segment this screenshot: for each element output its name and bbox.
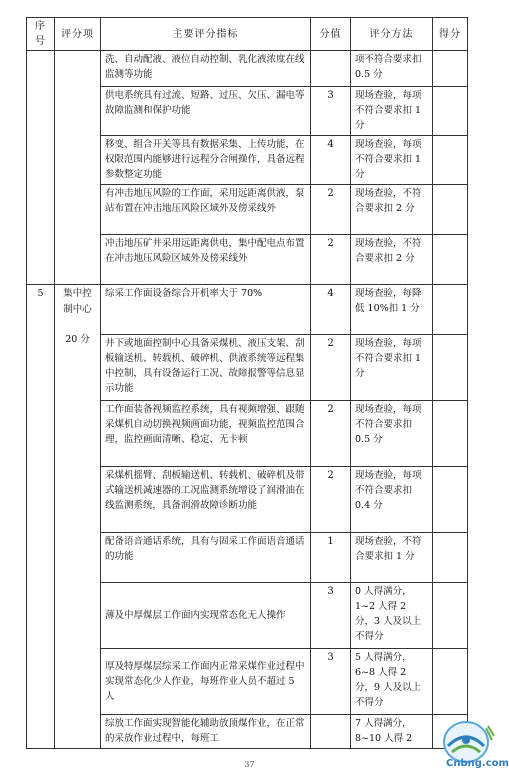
method-cell: 项不符合要求扣 0.5 分 (351, 51, 433, 87)
points-cell (433, 185, 468, 235)
header-score: 分值 (311, 18, 351, 51)
group-item (55, 285, 101, 749)
points-cell (433, 235, 468, 285)
indicator-cell: 有冲击地压风险的工作面，采用远距离供液，泵站布置在冲击地压风险区域外及傍采线外 (101, 185, 311, 235)
score-cell: 3 (311, 583, 351, 649)
page-number: 37 (244, 760, 255, 769)
indicator-cell: 供电系统具有过流、短路、过压、欠压、漏电等故障监测和保护功能 (101, 87, 311, 136)
method-cell: 现场查验，每项不符合要求扣 1 分 (351, 335, 433, 401)
indicator-cell: 采煤机摇臂、刮板输送机、转载机、破碎机及带式输送机减速器的工况监测系统增设了润滑油在线监测系统，具备润滑故障诊断功能 (101, 467, 311, 533)
score-cell: 1 (311, 533, 351, 583)
prev-group-no (27, 51, 55, 285)
watermark-logo-text: Cnbng.com (446, 758, 509, 769)
method-cell: 现场查验，每项不符合要求扣 0.4 分 (351, 467, 433, 533)
method-cell: 7 人得满分，8~10 人得 2 (351, 715, 433, 749)
group-item-label: 集中控制中心 (63, 288, 92, 315)
header-indicator: 主要评分指标 (101, 18, 311, 51)
score-cell (311, 715, 351, 749)
indicator-cell: 冲击地压矿井采用远距离供电，集中配电点布置在冲击地压风险区域外及傍采线外 (101, 235, 311, 285)
indicator-cell: 洗、自动配液、液位自动控制、乳化液浓度在线监测等功能 (101, 51, 311, 87)
score-cell (311, 51, 351, 87)
points-cell (433, 401, 468, 467)
indicator-cell: 配备语音通话系统，具有与固采工作面语音通话的功能 (101, 533, 311, 583)
method-cell: 现场查验，每项不符合要求扣 1 分 (351, 136, 433, 185)
method-cell: 0 人得满分，1~2 人得 2 分，3 人及以上不得分 (351, 583, 433, 649)
table-header-row (27, 18, 468, 51)
header-method: 评分方法 (351, 18, 433, 51)
indicator-cell: 薄及中厚煤层工作面内实现常态化无人操作 (101, 583, 311, 649)
points-cell (433, 467, 468, 533)
score-cell: 4 (311, 136, 351, 185)
method-cell: 现场查验，每项不符合要求扣 0.5 分 (351, 401, 433, 467)
points-cell (433, 136, 468, 185)
header-item: 评分项 (55, 18, 101, 51)
indicator-cell: 综放工作面实现智能化辅助放顶煤作业，在正常的采放作业过程中，每班工 (101, 715, 311, 749)
scoring-table (26, 17, 468, 749)
score-cell: 4 (311, 285, 351, 335)
points-cell (433, 335, 468, 401)
method-cell: 现场查验，每降低 10%扣 1 分 (351, 285, 433, 335)
indicator-cell: 工作面装备视频监控系统，具有视频增强、跟随采煤机自动切换视频画面功能，视频监控范围合理，监控画面清晰、稳定、无卡顿 (101, 401, 311, 467)
score-cell: 2 (311, 401, 351, 467)
indicator-cell: 厚及特厚煤层综采工作面内正常采煤作业过程中实现常态化少人作业，每班作业人员不超过 5 人 (101, 649, 311, 715)
group-no: 5 (27, 285, 55, 749)
method-cell: 现场查验，每项不符合要求扣 1 分 (351, 87, 433, 136)
prev-group-item (55, 51, 101, 285)
indicator-cell: 井下或地面控制中心具备采煤机、液压支架、刮板输送机、转载机、破碎机、供液系统等远程集中控制，具有设备运行工况、故障报警等信息显示功能 (101, 335, 311, 401)
points-cell (433, 51, 468, 87)
header-no: 序号 (27, 18, 55, 51)
score-cell: 2 (311, 467, 351, 533)
table-row (27, 285, 468, 335)
points-cell (433, 533, 468, 583)
indicator-cell: 移变、组合开关等具有数据采集、上传功能，在权限范围内能够进行远程分合闸操作，具备远程参数整定功能 (101, 136, 311, 185)
table-row (27, 51, 468, 87)
points-cell (433, 87, 468, 136)
score-cell: 3 (311, 87, 351, 136)
method-cell: 现场查验，不符合要求扣 2 分 (351, 235, 433, 285)
method-cell: 现场查验，不符合要求扣 1 分 (351, 533, 433, 583)
score-cell: 2 (311, 235, 351, 285)
points-cell (433, 649, 468, 715)
method-cell: 5 人得满分，6~8 人得 2 分，9 人及以上不得分 (351, 649, 433, 715)
points-cell (433, 583, 468, 649)
indicator-cell: 综采工作面设备综合开机率大于 70% (101, 285, 311, 335)
method-cell: 现场查验，不符合要求扣 2 分 (351, 185, 433, 235)
score-cell: 2 (311, 185, 351, 235)
points-cell (433, 285, 468, 335)
score-cell: 3 (311, 649, 351, 715)
header-points: 得分 (433, 18, 468, 51)
group-item-score: 20 分 (65, 334, 90, 345)
score-cell: 2 (311, 335, 351, 401)
